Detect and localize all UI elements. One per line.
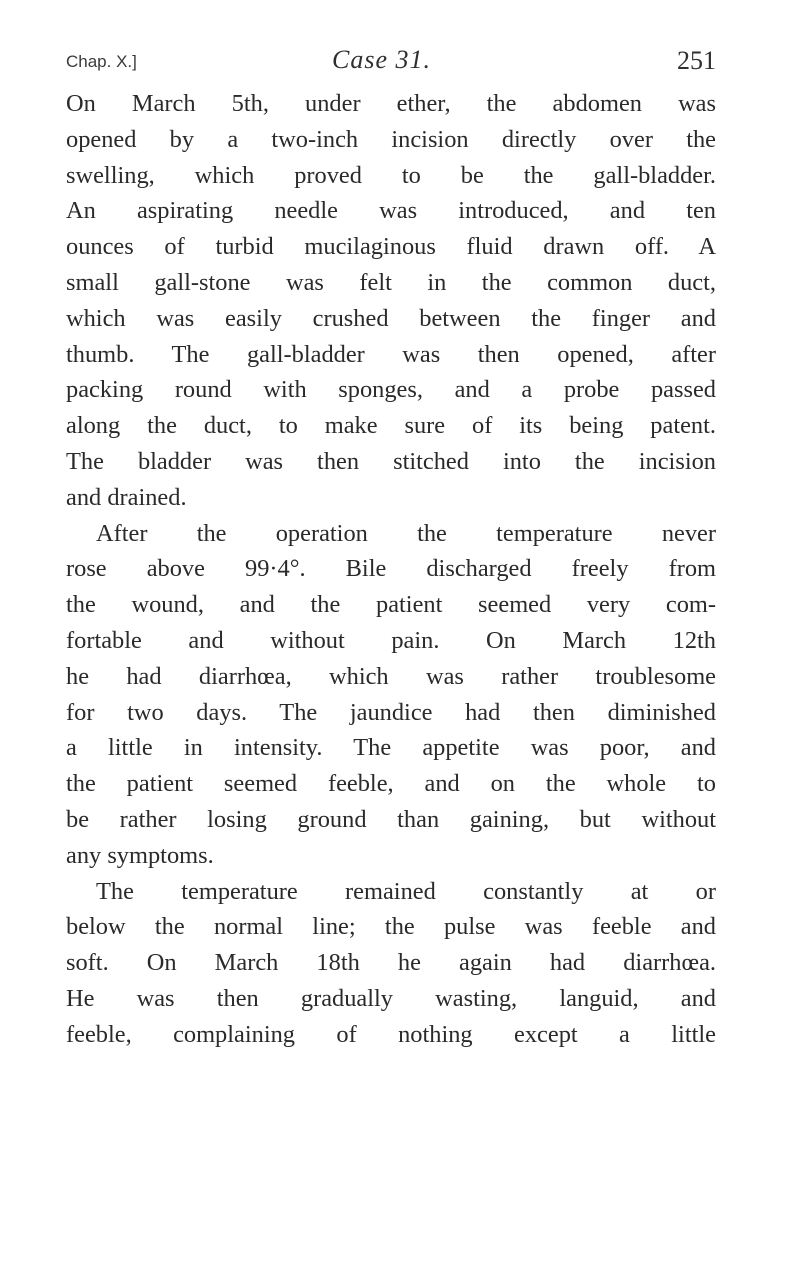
text-line: any symptoms. bbox=[66, 841, 214, 869]
text-line: be rather losing ground than gaining, but without bbox=[66, 805, 716, 833]
text-line: packing round with sponges, and a probe passed bbox=[66, 376, 716, 404]
case-title: Case 31. bbox=[332, 45, 431, 74]
text-line: which was easily crushed between the finger and bbox=[66, 304, 716, 332]
text-line: and drained. bbox=[66, 483, 187, 511]
text-line: ounces of turbid mucilaginous fluid drawn off. A bbox=[66, 233, 716, 261]
text-line: the wound, and the patient seemed very com- bbox=[66, 591, 716, 619]
text-line: The temperature remained constantly at or bbox=[96, 877, 716, 905]
chapter-label: Chap. X.] bbox=[66, 52, 137, 71]
text-line: swelling, which proved to be the gall-bladder. bbox=[66, 161, 716, 189]
text-line: below the normal line; the pulse was feeble and bbox=[66, 913, 716, 941]
text-line: the patient seemed feeble, and on the whole to bbox=[66, 770, 716, 798]
text-line: soft. On March 18th he again had diarrhœa. bbox=[66, 949, 716, 977]
page-number: 251 bbox=[677, 46, 716, 75]
text-line: feeble, complaining of nothing except a little bbox=[66, 1020, 716, 1048]
paragraph bbox=[66, 874, 716, 1053]
text-line: He was then gradually wasting, languid, and bbox=[66, 984, 716, 1012]
text-line: thumb. The gall-bladder was then opened, after bbox=[66, 340, 716, 368]
paragraph bbox=[66, 516, 716, 874]
text-line: opened by a two-inch incision directly over the bbox=[66, 125, 716, 153]
text-line: rose above 99·4°. Bile discharged freely from bbox=[66, 555, 716, 583]
text-line: An aspirating needle was introduced, and ten bbox=[66, 197, 716, 225]
text-line: After the operation the temperature never bbox=[96, 519, 716, 547]
text-line: he had diarrhœa, which was rather troublesome bbox=[66, 662, 716, 690]
body-text bbox=[66, 86, 716, 1053]
text-line: a little in intensity. The appetite was poor, and bbox=[66, 734, 716, 762]
text-line: On March 5th, under ether, the abdomen was bbox=[66, 90, 716, 117]
text-line: small gall-stone was felt in the common duct, bbox=[66, 268, 716, 296]
paragraph bbox=[66, 86, 716, 516]
running-head bbox=[66, 40, 716, 80]
text-line: for two days. The jaundice had then diminished bbox=[66, 698, 716, 726]
book-page bbox=[66, 40, 716, 1053]
text-line: fortable and without pain. On March 12th bbox=[66, 626, 716, 654]
text-line: The bladder was then stitched into the incision bbox=[66, 447, 716, 475]
text-line: along the duct, to make sure of its being patent. bbox=[66, 412, 716, 440]
